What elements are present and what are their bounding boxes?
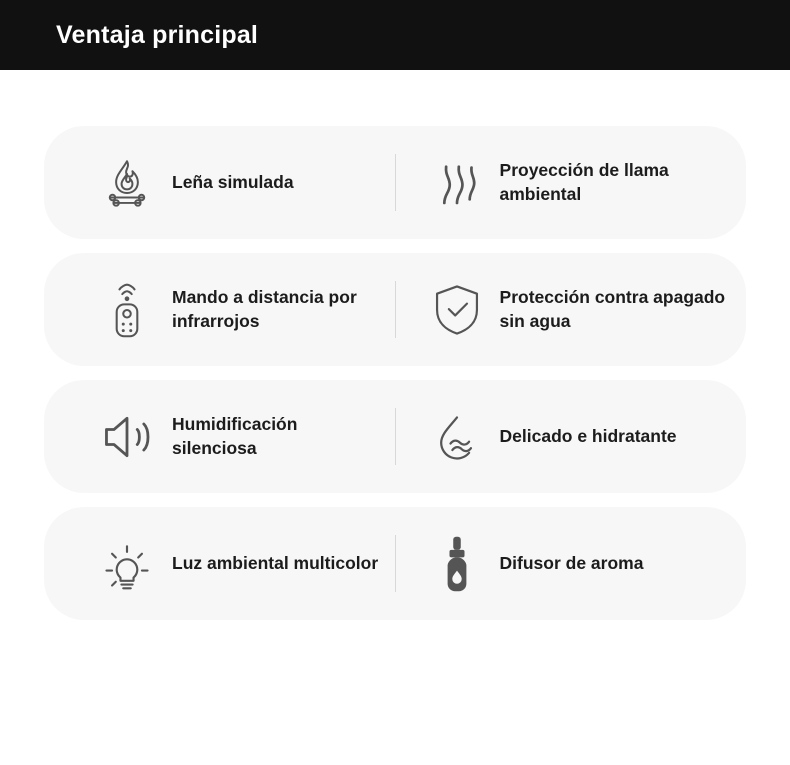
feature-label: Delicado e hidratante bbox=[499, 425, 677, 446]
light-bulb-rays-icon bbox=[96, 533, 158, 595]
feature-card bbox=[44, 126, 746, 239]
feature-item bbox=[396, 507, 746, 620]
feature-item bbox=[396, 253, 746, 366]
page-header bbox=[0, 0, 790, 70]
feature-item bbox=[44, 507, 395, 620]
feature-label: Mando a distancia por infrarrojos bbox=[172, 287, 357, 331]
feature-item bbox=[396, 380, 746, 493]
feature-label: Leña simulada bbox=[172, 171, 294, 192]
feature-item bbox=[44, 253, 395, 366]
water-drop-wave-icon bbox=[426, 406, 488, 468]
feature-label: Humidificación silenciosa bbox=[172, 414, 298, 458]
speaker-mute-icon bbox=[96, 406, 158, 468]
remote-control-icon bbox=[96, 279, 158, 341]
feature-card bbox=[44, 507, 746, 620]
feature-card bbox=[44, 380, 746, 493]
feature-label: Proyección de llama ambiental bbox=[499, 160, 669, 204]
feature-label: Protección contra apagado sin agua bbox=[499, 287, 726, 331]
feature-label: Luz ambiental multicolor bbox=[172, 552, 379, 573]
feature-card-list bbox=[0, 70, 790, 620]
campfire-logs-icon bbox=[96, 152, 158, 214]
feature-item bbox=[44, 380, 395, 493]
feature-item bbox=[44, 126, 395, 239]
feature-card bbox=[44, 253, 746, 366]
flame-waves-icon bbox=[426, 152, 488, 214]
shield-check-icon bbox=[426, 279, 488, 341]
feature-item bbox=[396, 126, 746, 239]
aroma-dropper-bottle-icon bbox=[426, 533, 488, 595]
page-title: Ventaja principal bbox=[56, 20, 259, 49]
feature-label: Difusor de aroma bbox=[499, 552, 644, 573]
